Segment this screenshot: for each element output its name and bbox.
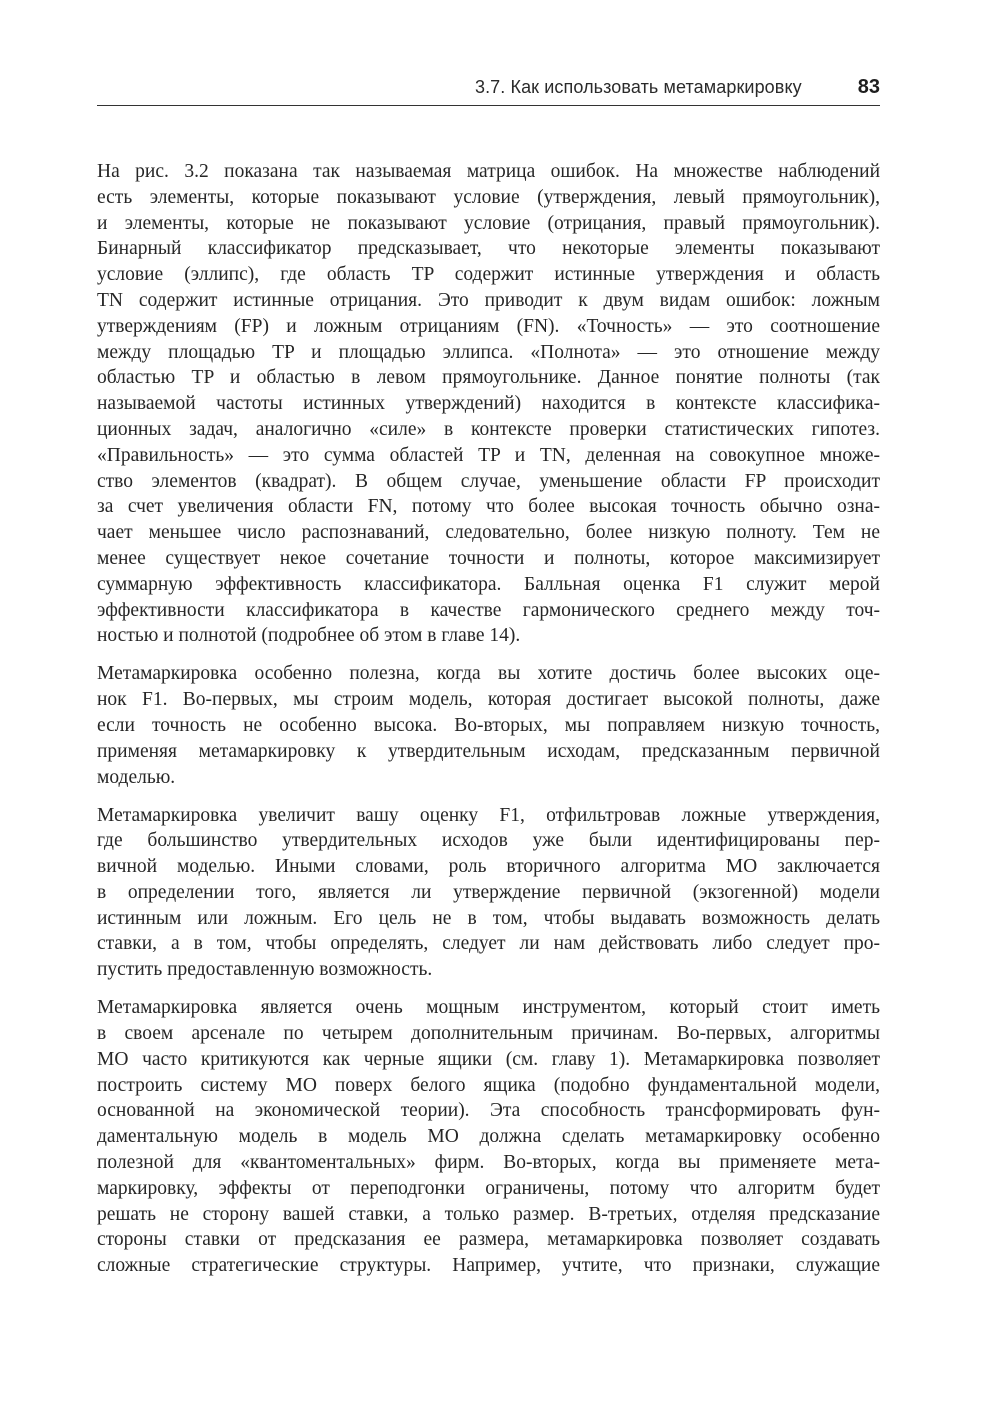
text-line: если точность не особенно высока. Во-вторых, мы поправляем низкую точность, <box>97 714 880 736</box>
text-line: вичной моделью. Иными словами, роль вторичного алгоритма МО заключается <box>97 856 880 878</box>
text-line: применяя метамаркировку к утвердительным исходам, предсказанным первичной <box>97 740 880 762</box>
text-line: полезной для «квантоментальных» фирм. Во-вторых, когда вы применяете мета- <box>97 1152 880 1174</box>
text-line: менее существует некое сочетание точности и полноты, которое максимизирует <box>97 547 880 569</box>
text-line: называемой частоты истинных утверждений) находится в контексте классифика- <box>97 393 880 415</box>
text-line: основанной на экономической теории). Эта способность трансформировать фун- <box>97 1100 880 1122</box>
text-line: «Правильность» — это сумма областей TP и TN, деленная на совокупное множе- <box>97 444 880 466</box>
text-line: На рис. 3.2 показана так называемая матрица ошибок. На множестве наблюдений <box>97 161 880 182</box>
text-line: есть элементы, которые показывают условие (утверждения, левый прямоугольник), <box>97 186 880 208</box>
text-line: ство элементов (квадрат). В общем случае, уменьшение области FP происходит <box>97 470 880 492</box>
text-line: сложные стратегические структуры. Например, учтите, что признаки, служащие <box>97 1255 880 1277</box>
text-line: чает меньшее число распознаваний, следовательно, более низкую полноту. Тем не <box>97 522 880 544</box>
text-line: суммарную эффективность классификатора. Балльная оценка F1 служит мерой <box>97 573 880 595</box>
text-line: Бинарный классификатор предсказывает, что некоторые элементы показывают <box>97 238 880 260</box>
text-line: маркировку, эффекты от переподгонки ограничены, потому что алгоритм будет <box>97 1177 880 1199</box>
text-line: условие (эллипс), где область TP содержит истинные утверждения и область <box>97 264 880 286</box>
text-line: стороны ставки от предсказания ее размера, метамаркировка позволяет создавать <box>97 1229 880 1251</box>
text-line: МО часто критикуются как черные ящики (см. главу 1). Метамаркировка позволяет <box>97 1048 880 1070</box>
text-line: Метамаркировка увеличит вашу оценку F1, отфильтровав ложные утверждения, <box>97 804 880 826</box>
text-line: Метамаркировка особенно полезна, когда вы хотите достичь более высоких оце- <box>97 663 880 685</box>
text-line: ставки, а в том, чтобы определять, следует ли нам действовать либо следует про- <box>97 933 880 955</box>
page-number: 83 <box>857 76 880 98</box>
paragraph <box>97 661 880 790</box>
header-rule <box>97 105 880 106</box>
paragraph <box>97 159 880 649</box>
text-line: ционных задач, аналогично «силе» в контексте проверки статистических гипотез. <box>97 418 880 440</box>
text-line: между площадью TP и площадью эллипса. «Полнота» — это отношение между <box>97 341 880 363</box>
body-text <box>97 159 880 1291</box>
text-line: и элементы, которые не показывают условие (отрицания, правый прямоугольник). <box>97 212 880 234</box>
text-line: за счет увеличения области FN, потому что более высокая точность обычно озна- <box>97 496 880 518</box>
running-title: 3.7. Как использовать метамаркировку <box>474 77 802 97</box>
text-line: построить систему МО поверх белого ящика (подобно фундаментальной модели, <box>97 1074 880 1096</box>
text-line: моделью. <box>97 766 176 788</box>
text-line: Метамаркировка является очень мощным инструментом, который стоит иметь <box>97 997 880 1019</box>
text-line: областью TP и областью в левом прямоугольнике. Данное понятие полноты (так <box>97 367 880 389</box>
text-line: утверждениям (FP) и ложным отрицаниям (FN). «Точность» — это соотношение <box>97 315 880 337</box>
paragraph <box>97 803 880 984</box>
text-line: нок F1. Во-первых, мы строим модель, которая достигает высокой полноты, даже <box>97 689 880 711</box>
text-line: в своем арсенале по четырем дополнительным причинам. Во-первых, алгоритмы <box>97 1023 880 1045</box>
text-line: даментальную модель в модель МО должна сделать метамаркировку особенно <box>97 1126 880 1148</box>
text-line: решать не сторону вашей ставки, а только размер. В-третьих, отделяя предсказание <box>97 1203 880 1225</box>
text-line: пустить предоставленную возможность. <box>97 959 433 981</box>
text-line: истинным или ложным. Его цель не в том, чтобы выдавать возможность делать <box>97 907 880 929</box>
running-header <box>97 76 880 102</box>
text-line: ностью и полнотой (подробнее об этом в главе 14). <box>97 625 521 647</box>
text-line: в определении того, является ли утверждение первичной (экзогенной) модели <box>97 881 880 903</box>
text-line: TN содержит истинные отрицания. Это приводит к двум видам ошибок: ложным <box>97 289 880 311</box>
text-line: эффективности классификатора в качестве гармонического среднего между точ- <box>97 599 880 621</box>
paragraph <box>97 995 880 1279</box>
text-line: где большинство утвердительных исходов уже были идентифицированы пер- <box>97 830 880 852</box>
